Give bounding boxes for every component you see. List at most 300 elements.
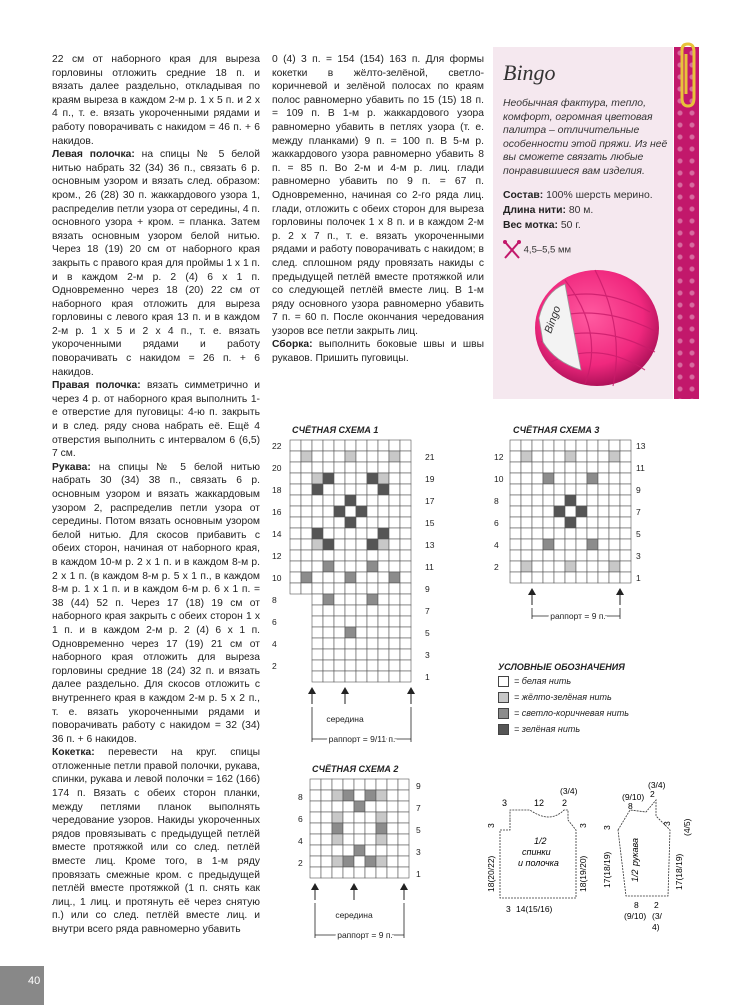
chart-1-cell bbox=[334, 605, 345, 616]
chart-3-cell bbox=[576, 572, 587, 583]
chart-1-cell bbox=[323, 484, 334, 495]
chart-1-cell bbox=[400, 616, 411, 627]
chart-2-cell bbox=[310, 790, 321, 801]
chart-1-cell bbox=[334, 638, 345, 649]
chart-2-cell bbox=[321, 823, 332, 834]
chart-1-cell bbox=[400, 649, 411, 660]
chart-1-cell bbox=[312, 572, 323, 583]
chart-1-cell bbox=[378, 671, 389, 682]
chart-3-cell bbox=[543, 473, 554, 484]
chart-1-cell bbox=[378, 616, 389, 627]
paragraph-right-front bbox=[52, 379, 260, 461]
chart-1-cell bbox=[312, 473, 323, 484]
chart-1-cell bbox=[345, 528, 356, 539]
chart-3-cell bbox=[598, 484, 609, 495]
chart-1-cell bbox=[323, 462, 334, 473]
body-top-extra: (3/4) bbox=[560, 786, 578, 796]
chart-3-cell bbox=[565, 572, 576, 583]
chart-1-right-label: 1 bbox=[425, 672, 430, 682]
chart-3-cell bbox=[587, 462, 598, 473]
chart-2-cell bbox=[310, 812, 321, 823]
chart-3-cell bbox=[565, 473, 576, 484]
chart-1-cell bbox=[345, 605, 356, 616]
chart-1-cell bbox=[356, 440, 367, 451]
chart-3-arrow-left-head bbox=[528, 588, 536, 595]
chart-2-cell bbox=[332, 834, 343, 845]
sleeve-bottom-e: 4) bbox=[652, 922, 660, 932]
chart-3-cell bbox=[521, 572, 532, 583]
chart-3-cell bbox=[598, 561, 609, 572]
chart-1-cell bbox=[378, 594, 389, 605]
chart-1-cell bbox=[389, 605, 400, 616]
chart-3-cell bbox=[543, 484, 554, 495]
chart-1-cell bbox=[312, 594, 323, 605]
chart-1-cell bbox=[334, 440, 345, 451]
chart-3-cell bbox=[543, 440, 554, 451]
sleeve-right-main: 17(18/19) bbox=[674, 853, 684, 890]
chart-3-grid bbox=[510, 440, 631, 583]
chart-3-cell bbox=[521, 462, 532, 473]
chart-1-cell bbox=[400, 583, 411, 594]
chart-1-cell bbox=[312, 671, 323, 682]
chart-2-cell bbox=[343, 845, 354, 856]
chart-3-cell bbox=[521, 440, 532, 451]
chart-1-cell bbox=[334, 495, 345, 506]
chart-1-left-label: 10 bbox=[272, 573, 282, 583]
chart-1-cell bbox=[400, 517, 411, 528]
sleeve-top-a: (3/4) bbox=[648, 780, 666, 790]
text-left-front: на спицы № 5 белой нитью набрать 32 (34) 36 п., связать 6 р. основным узором и вязать след. образом: кром., 26 (28) 30 п. жаккардового узора 1, распределив петли узора от середины, 4 п. основного узора + кром. = планка. Затем вязать основным узором белой нитью. Через 18 (19) 20 см от наборного края закрыть с правого края для проймы 1 х 1 п. и в каждом 2-м р. 2 (4) 6 х 1 п. Одновременно через 18 (20) 22 см от наборного края отложить для выреза горловины с левого края 13 п. и в каждом 2-м р. 1 х 5 и 2 х 4 п., т. е. вязать укороченными рядами и работу поворачивать с накидом = 26 п. + 6 накидов. bbox=[52, 149, 260, 378]
needle-size-value: 4,5–5,5 мм bbox=[523, 244, 572, 256]
chart-1-cell bbox=[356, 605, 367, 616]
chart-1-cell bbox=[356, 462, 367, 473]
body-top-left: 3 bbox=[502, 798, 508, 808]
chart-2-cell bbox=[321, 834, 332, 845]
chart-1-cell bbox=[400, 440, 411, 451]
chart-1-cell bbox=[323, 649, 334, 660]
chart-1-cell bbox=[345, 671, 356, 682]
chart-1-cell bbox=[290, 572, 301, 583]
body-right-main: 18(19/20) bbox=[578, 855, 588, 892]
chart-3-cell bbox=[510, 462, 521, 473]
chart-1-arrow-middle-head bbox=[341, 687, 349, 694]
chart-3-left-label: 4 bbox=[494, 540, 499, 550]
chart-3-cell bbox=[598, 451, 609, 462]
chart-2-middle-label: середина bbox=[335, 910, 373, 920]
paragraph-back-neck: 22 см от наборного края для выреза горловины отложить средние 18 п. и вязать далее раздельно, откладывая по краям выреза в каждом 2-м р. 1 х 5 п. и 2 х 4 п., т. е. вязать укороченными рядами и работу поворачивать с накидом = 46 п. + 6 накидов. bbox=[52, 54, 260, 147]
chart-3-right-label: 1 bbox=[636, 573, 641, 583]
chart-3-cell bbox=[576, 484, 587, 495]
chart-2-grid bbox=[310, 779, 409, 878]
chart-1-cell bbox=[356, 671, 367, 682]
paragraph-sleeves bbox=[52, 461, 260, 746]
chart-2-cell bbox=[376, 801, 387, 812]
chart-3-cell bbox=[565, 440, 576, 451]
legend-swatch bbox=[498, 692, 509, 703]
sleeve-center-1: 1/2 bbox=[630, 869, 640, 882]
chart-3-cell bbox=[543, 550, 554, 561]
chart-3-left-label: 2 bbox=[494, 562, 499, 572]
chart-1-cell bbox=[345, 462, 356, 473]
chart-3-cell bbox=[620, 539, 631, 550]
chart-1-cell bbox=[345, 660, 356, 671]
sleeve-bottom-a: 8 bbox=[634, 900, 639, 910]
chart-3-cell bbox=[554, 440, 565, 451]
chart-2-cell bbox=[365, 823, 376, 834]
chart-1-cell bbox=[290, 528, 301, 539]
chart-1-cell bbox=[389, 616, 400, 627]
chart-1-cell bbox=[345, 616, 356, 627]
chart-1-cell bbox=[290, 462, 301, 473]
chart-1-cell bbox=[323, 616, 334, 627]
chart-1-cell bbox=[323, 517, 334, 528]
chart-1-cell bbox=[367, 561, 378, 572]
chart-1-cell bbox=[367, 440, 378, 451]
chart-1-cell bbox=[378, 473, 389, 484]
chart-3-cell bbox=[598, 517, 609, 528]
chart-1-cell bbox=[301, 572, 312, 583]
chart-2-cell bbox=[398, 790, 409, 801]
chart-3-cell bbox=[532, 561, 543, 572]
legend-label: = зелёная нить bbox=[514, 724, 581, 734]
chart-3-cell bbox=[587, 484, 598, 495]
chart-3-cell bbox=[576, 506, 587, 517]
chart-3-cell bbox=[587, 440, 598, 451]
chart-2-cell bbox=[387, 812, 398, 823]
chart-1-cell bbox=[400, 572, 411, 583]
legend-item bbox=[498, 708, 629, 719]
spec-composition bbox=[503, 190, 653, 201]
chart-2-cell bbox=[376, 790, 387, 801]
chart-3-cell bbox=[554, 462, 565, 473]
chart-3-cell bbox=[598, 539, 609, 550]
chart-1 bbox=[270, 436, 450, 756]
chart-1-cell bbox=[400, 638, 411, 649]
chart-2-cell bbox=[365, 812, 376, 823]
sleeve-top-d: 8 bbox=[628, 801, 633, 811]
chart-2-cell bbox=[354, 801, 365, 812]
chart-1-cell bbox=[367, 451, 378, 462]
chart-2-cell bbox=[398, 845, 409, 856]
chart-1-left-label: 4 bbox=[272, 639, 277, 649]
body-center-1: 1/2 bbox=[534, 836, 547, 846]
text-column-1 bbox=[52, 53, 260, 937]
chart-1-cell bbox=[312, 660, 323, 671]
text-yoke: перевести на круг. спицы отложенные петли правой полочки, рукава, спинки, рукава и левой полочки = 162 (166) 174 п. Вязать с обеих сторон планки, между петлями планок выполнять чередование узоров. Накиды укороченных рядов провязывать с предыдущей петлёй вместе протяжкой или со след. петлёй вместе лиц. Кроме того, в 1-м ряду провязать смежные кром. с предыдущей петлёй вместе протяжкой (1 п. снять как лиц., 1 лиц. и протянуть её через снятую п.) или со след. петлёй вместе лиц. и внутри всего ряда равномерно убавить bbox=[52, 747, 260, 935]
chart-3-cell bbox=[510, 451, 521, 462]
chart-1-cell bbox=[389, 550, 400, 561]
chart-1-cell bbox=[367, 517, 378, 528]
legend-swatch bbox=[498, 724, 509, 735]
chart-1-cell bbox=[323, 550, 334, 561]
text-assembly: выполнить боковые швы и швы рукавов. Пришить пуговицы. bbox=[272, 339, 484, 365]
chart-3-cell bbox=[554, 528, 565, 539]
chart-1-middle-label: середина bbox=[326, 714, 364, 724]
chart-3-cell bbox=[609, 462, 620, 473]
chart-1-cell bbox=[378, 451, 389, 462]
sleeve-left-main: 17(18/19) bbox=[602, 851, 612, 888]
chart-1-cell bbox=[323, 671, 334, 682]
legend-label: = светло-коричневая нить bbox=[514, 708, 629, 718]
chart-3-cell bbox=[510, 561, 521, 572]
chart-1-cell bbox=[389, 440, 400, 451]
chart-1-cell bbox=[356, 561, 367, 572]
chart-1-left-label: 14 bbox=[272, 529, 282, 539]
text-right-front: вязать симметрично и через 4 р. от наборного края выполнить 1-е отверстие для пуговицы: 4-ю п. закрыть и в след. ряду снова набрать её. Ещё 4 отверстия выполнить с интервалом 6 (6,5) 7 см. bbox=[52, 380, 261, 460]
chart-1-right-label: 7 bbox=[425, 606, 430, 616]
chart-3-cell bbox=[543, 495, 554, 506]
chart-1-cell bbox=[345, 572, 356, 583]
chart-1-cell bbox=[312, 649, 323, 660]
chart-3-cell bbox=[565, 451, 576, 462]
chart-3-cell bbox=[609, 451, 620, 462]
spec-composition-label: Состав: bbox=[503, 190, 544, 201]
chart-1-cell bbox=[312, 506, 323, 517]
chart-1-left-label: 2 bbox=[272, 661, 277, 671]
chart-3-cell bbox=[576, 561, 587, 572]
chart-2-cell bbox=[387, 790, 398, 801]
chart-1-cell bbox=[356, 638, 367, 649]
chart-1-cell bbox=[400, 594, 411, 605]
chart-1-cell bbox=[323, 627, 334, 638]
chart-1-cell bbox=[378, 484, 389, 495]
chart-1-cell bbox=[301, 462, 312, 473]
chart-1-cell bbox=[400, 627, 411, 638]
chart-1-cell bbox=[400, 539, 411, 550]
chart-2-cell bbox=[354, 834, 365, 845]
chart-2-cell bbox=[354, 845, 365, 856]
chart-1-cell bbox=[323, 561, 334, 572]
chart-3-cell bbox=[554, 451, 565, 462]
heading-left-front: Левая полочка: bbox=[52, 149, 135, 161]
chart-2-cell bbox=[332, 823, 343, 834]
chart-1-cell bbox=[400, 484, 411, 495]
chart-1-cell bbox=[301, 517, 312, 528]
chart-1-cell bbox=[334, 616, 345, 627]
chart-1-cell bbox=[345, 473, 356, 484]
chart-2-cell bbox=[332, 790, 343, 801]
chart-2 bbox=[290, 775, 440, 955]
chart-3-cell bbox=[576, 473, 587, 484]
chart-1-cell bbox=[290, 506, 301, 517]
chart-1-cell bbox=[290, 451, 301, 462]
chart-1-cell bbox=[378, 528, 389, 539]
chart-1-cell bbox=[312, 627, 323, 638]
legend-label: = белая нить bbox=[514, 676, 572, 686]
chart-2-cell bbox=[310, 823, 321, 834]
chart-1-left-label: 6 bbox=[272, 617, 277, 627]
chart-1-cell bbox=[367, 572, 378, 583]
chart-3-cell bbox=[521, 484, 532, 495]
chart-3-cell bbox=[609, 539, 620, 550]
chart-1-cell bbox=[334, 649, 345, 660]
chart-1-cell bbox=[389, 473, 400, 484]
legend-item bbox=[498, 724, 580, 735]
chart-1-cell bbox=[345, 451, 356, 462]
chart-1-cell bbox=[378, 660, 389, 671]
chart-2-cell bbox=[398, 779, 409, 790]
chart-3-cell bbox=[587, 572, 598, 583]
chart-2-title: СЧЁТНАЯ СХЕМА 2 bbox=[312, 764, 399, 774]
chart-2-cell bbox=[387, 856, 398, 867]
chart-2-cell bbox=[365, 801, 376, 812]
chart-3-cell bbox=[576, 539, 587, 550]
chart-1-cell bbox=[334, 561, 345, 572]
yarn-label-text: Bingo bbox=[542, 304, 564, 336]
chart-3-cell bbox=[521, 528, 532, 539]
chart-3-cell bbox=[598, 506, 609, 517]
chart-3-cell bbox=[532, 506, 543, 517]
chart-3-right-label: 11 bbox=[636, 463, 645, 473]
chart-2-cell bbox=[376, 823, 387, 834]
heading-right-front: Правая полочка: bbox=[52, 380, 141, 392]
chart-2-cell bbox=[398, 812, 409, 823]
legend-label: = жёлто-зелёная нить bbox=[514, 692, 612, 702]
chart-1-title: СЧЁТНАЯ СХЕМА 1 bbox=[292, 425, 379, 435]
chart-1-cell bbox=[389, 495, 400, 506]
chart-3-cell bbox=[620, 561, 631, 572]
chart-1-cell bbox=[356, 473, 367, 484]
chart-2-cell bbox=[321, 867, 332, 878]
chart-2-right-label: 5 bbox=[416, 825, 421, 835]
chart-1-cell bbox=[345, 484, 356, 495]
chart-3-cell bbox=[609, 561, 620, 572]
chart-3-cell bbox=[587, 517, 598, 528]
chart-1-cell bbox=[301, 440, 312, 451]
needle-size bbox=[503, 240, 571, 260]
heading-yoke: Кокетка: bbox=[52, 747, 95, 759]
chart-2-cell bbox=[343, 856, 354, 867]
chart-1-cell bbox=[400, 495, 411, 506]
spec-weight bbox=[503, 220, 581, 231]
chart-1-cell bbox=[367, 495, 378, 506]
chart-1-cell bbox=[389, 506, 400, 517]
chart-2-cell bbox=[354, 812, 365, 823]
chart-1-cell bbox=[378, 517, 389, 528]
sleeve-right-side: (4/5) bbox=[682, 818, 692, 836]
chart-1-cell bbox=[301, 451, 312, 462]
chart-3-cell bbox=[510, 484, 521, 495]
chart-2-left-label: 6 bbox=[298, 814, 303, 824]
chart-1-left-label: 8 bbox=[272, 595, 277, 605]
chart-3-cell bbox=[609, 484, 620, 495]
chart-3-cell bbox=[620, 572, 631, 583]
yarn-title: Bingo bbox=[503, 60, 556, 85]
chart-3-cell bbox=[532, 528, 543, 539]
chart-1-right-label: 21 bbox=[425, 452, 435, 462]
chart-1-cell bbox=[400, 528, 411, 539]
chart-3-cell bbox=[587, 506, 598, 517]
chart-3-right-label: 13 bbox=[636, 441, 646, 451]
chart-1-cell bbox=[334, 539, 345, 550]
chart-3-cell bbox=[510, 539, 521, 550]
chart-1-cell bbox=[378, 627, 389, 638]
chart-1-cell bbox=[356, 539, 367, 550]
chart-3-cell bbox=[521, 506, 532, 517]
chart-3-left-label: 10 bbox=[494, 474, 504, 484]
chart-3-cell bbox=[521, 550, 532, 561]
chart-1-cell bbox=[378, 561, 389, 572]
chart-1-cell bbox=[400, 605, 411, 616]
chart-3-cell bbox=[510, 440, 521, 451]
chart-1-cell bbox=[345, 649, 356, 660]
chart-2-cell bbox=[310, 801, 321, 812]
chart-3-cell bbox=[587, 451, 598, 462]
chart-1-cell bbox=[378, 539, 389, 550]
chart-2-arrow-middle-head bbox=[350, 883, 358, 890]
chart-3-cell bbox=[609, 528, 620, 539]
chart-3-cell bbox=[543, 561, 554, 572]
chart-1-cell bbox=[290, 473, 301, 484]
chart-3-cell bbox=[587, 561, 598, 572]
body-left-main: 18(20/22) bbox=[486, 855, 496, 892]
chart-1-cell bbox=[378, 638, 389, 649]
chart-1-right-label: 3 bbox=[425, 650, 430, 660]
chart-3-cell bbox=[587, 550, 598, 561]
chart-1-left-label: 16 bbox=[272, 507, 282, 517]
body-bottom-main: 14(15/16) bbox=[516, 904, 553, 914]
chart-3-cell bbox=[532, 517, 543, 528]
chart-1-cell bbox=[389, 627, 400, 638]
chart-3-cell bbox=[576, 462, 587, 473]
chart-2-cell bbox=[387, 823, 398, 834]
body-top-right: 2 bbox=[562, 798, 568, 808]
chart-2-cell bbox=[343, 790, 354, 801]
chart-3-cell bbox=[521, 495, 532, 506]
knitting-needles-icon bbox=[503, 240, 521, 260]
chart-1-cell bbox=[356, 594, 367, 605]
chart-2-cell bbox=[343, 812, 354, 823]
chart-1-cell bbox=[389, 638, 400, 649]
chart-2-cell bbox=[321, 812, 332, 823]
chart-3-cell bbox=[532, 462, 543, 473]
chart-1-cell bbox=[400, 550, 411, 561]
chart-3-cell bbox=[510, 506, 521, 517]
chart-3-cell bbox=[609, 572, 620, 583]
chart-3-cell bbox=[587, 473, 598, 484]
chart-1-cell bbox=[301, 484, 312, 495]
chart-3-cell bbox=[543, 517, 554, 528]
chart-1-cell bbox=[356, 583, 367, 594]
paperclip-icon bbox=[676, 40, 698, 110]
chart-2-cell bbox=[376, 867, 387, 878]
chart-3-cell bbox=[609, 440, 620, 451]
chart-3-cell bbox=[598, 495, 609, 506]
chart-1-cell bbox=[356, 616, 367, 627]
chart-2-cell bbox=[398, 801, 409, 812]
paragraph-assembly bbox=[272, 338, 484, 365]
chart-2-cell bbox=[321, 779, 332, 790]
chart-3-right-label: 3 bbox=[636, 551, 641, 561]
chart-3-cell bbox=[576, 440, 587, 451]
spec-length-value: 80 м. bbox=[565, 205, 594, 216]
chart-1-cell bbox=[345, 550, 356, 561]
chart-1-cell bbox=[334, 583, 345, 594]
chart-3-cell bbox=[565, 550, 576, 561]
chart-1-cell bbox=[400, 506, 411, 517]
chart-1-cell bbox=[334, 451, 345, 462]
yarn-description: Необычная фактура, тепло, комфорт, огромная цветовая палитра – отличительные особенности этой пряжи. Из неё вы сможете связать любые понравившиеся вам изделия. bbox=[503, 98, 668, 177]
chart-1-cell bbox=[312, 484, 323, 495]
chart-3-cell bbox=[587, 528, 598, 539]
chart-3-left-label: 8 bbox=[494, 496, 499, 506]
chart-1-cell bbox=[389, 671, 400, 682]
chart-3-repeat-label: раппорт = 9 п. bbox=[550, 611, 606, 621]
chart-1-cell bbox=[323, 605, 334, 616]
chart-1-cell bbox=[323, 539, 334, 550]
chart-3-cell bbox=[598, 550, 609, 561]
chart-3-cell bbox=[565, 462, 576, 473]
